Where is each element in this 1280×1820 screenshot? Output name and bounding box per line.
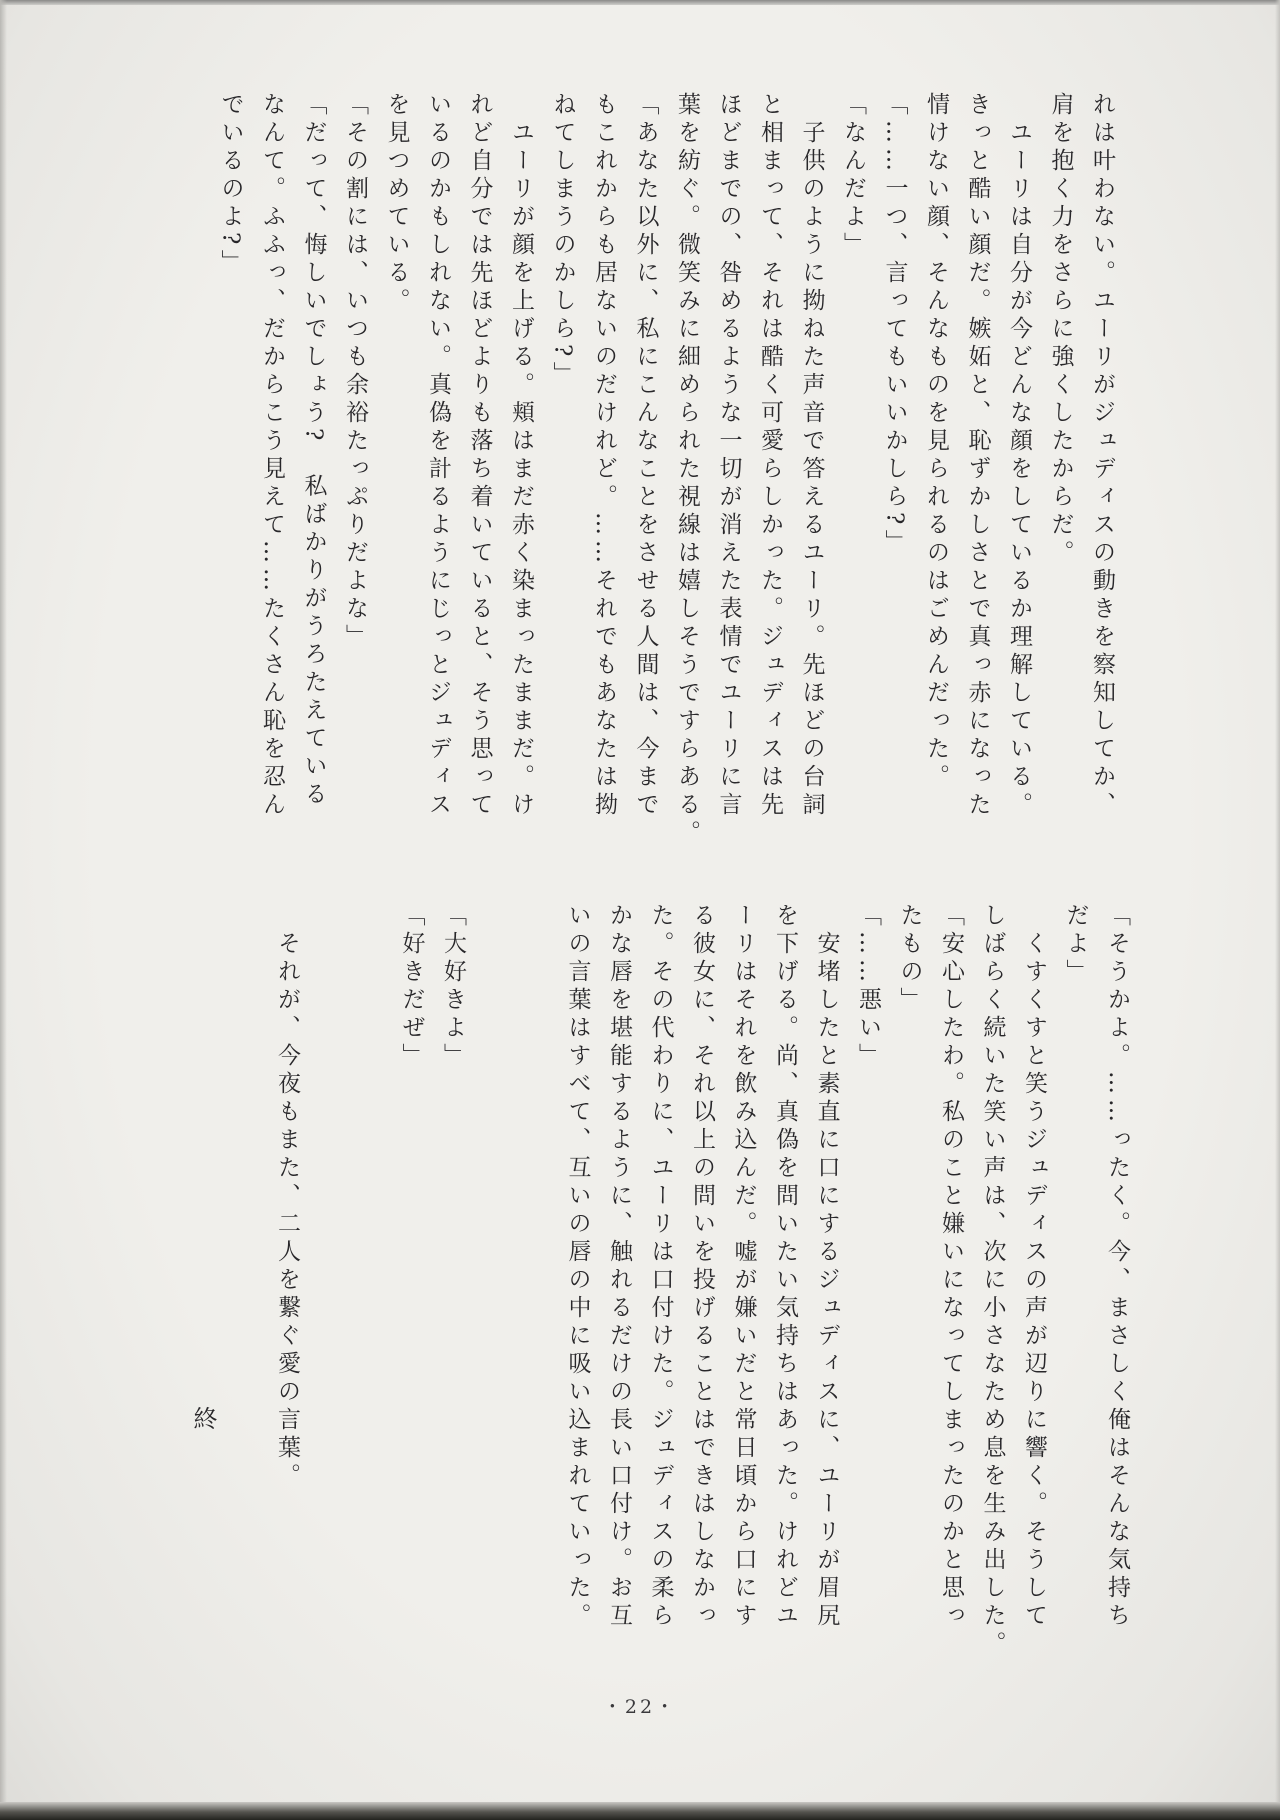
scan-edge-left (0, 0, 7, 1820)
text-line: たもの」 (896, 903, 923, 1015)
text-line: かな唇を堪能するように、触れるだけの長い口付け。お互 (606, 903, 632, 1631)
text-line: 「安心したわ。私のこと嫌いになってしまったのかと思っ (938, 903, 964, 1631)
text-line: を見つめている。 (383, 92, 410, 316)
text-line: る彼女に、それ以上の問いを投げることはできはしなかっ (689, 903, 715, 1631)
text-line: いの言葉はすべて、互いの唇の中に吸い込まれていった。 (564, 903, 591, 1631)
text-line: 「大好きよ」 (440, 903, 466, 1071)
text-line: 「好きだぜ」 (398, 903, 425, 1071)
text-line: 子供のように拗ねた声音で答えるユーリ。先ほどの台詞 (798, 92, 825, 820)
text-line: いるのかもしれない。真偽を計るようにじっとジュディス (425, 92, 451, 820)
text-line: 「……一つ、言ってもいいかしら?」 (881, 92, 908, 558)
text-line: くすくすと笑うジュディスの声が辺りに響く。そうして (1021, 903, 1047, 1631)
scan-edge-right (1275, 0, 1280, 1820)
text-line: ーリはそれを飲み込んだ。嘘が嫌いだと常日頃から口にす (730, 903, 757, 1631)
text-line: ほどまでの、咎めるような一切が消えた表情でユーリに言 (715, 92, 742, 820)
text-line: 安堵したと素直に口にするジュディスに、ユーリが眉尻 (813, 903, 840, 1631)
text-line: 情けない顔、そんなものを見られるのはごめんだった。 (923, 92, 949, 792)
text-line: 「そうかよ。……ったく。今、まさしく俺はそんな気持ち (1104, 903, 1130, 1631)
text-line: れは叶わない。ユーリがジュディスの動きを察知してか、 (1089, 92, 1115, 820)
text-line: でいるのよ?」 (217, 92, 244, 278)
text-line: 葉を紡ぐ。微笑みに細められた視線は嬉しそうですらある。 (674, 92, 700, 848)
text-line: 「なんだよ」 (840, 92, 866, 260)
spacer-line (473, 903, 515, 1695)
text-line: ユーリは自分が今どんな顔をしているか理解している。 (1006, 92, 1032, 820)
text-line: だよ」 (1062, 903, 1089, 987)
scan-edge-bottom (0, 1802, 1280, 1820)
text-line: きっと酷い顔だ。嫉妬と、恥ずかしさとで真っ赤になった (964, 92, 991, 820)
spacer-line (349, 903, 391, 1695)
text-line: しばらく続いた笑い声は、次に小さなため息を生み出した。 (979, 903, 1006, 1659)
spacer-line (307, 903, 349, 1695)
scan-edge-top (0, 0, 1280, 5)
lower-text-block (266, 903, 1138, 1695)
text-line: た。その代わりに、ユーリは口付けた。ジュディスの柔ら (647, 903, 674, 1631)
text-line: れど自分では先ほどよりも落ち着いていると、そう思って (466, 92, 493, 820)
text-line: 「……悪い」 (855, 903, 881, 1071)
end-mark: 終 (189, 1406, 217, 1430)
page-number: ・22・ (602, 1696, 678, 1718)
text-line: それが、今夜もまた、二人を繋ぐ愛の言葉。 (274, 903, 300, 1491)
upper-text-block (209, 92, 1122, 884)
text-line: ユーリが顔を上げる。頬はまだ赤く染まったままだ。け (508, 92, 534, 820)
text-line: ねてしまうのかしら?」 (549, 92, 576, 390)
text-line: と相まって、それは酷く可愛らしかった。ジュディスは先 (757, 92, 783, 820)
text-line: もこれからも居ないのだけれど。……それでもあなたは拗 (591, 92, 617, 820)
text-line: を下げる。尚、真偽を問いたい気持ちはあった。けれどユ (772, 903, 798, 1631)
text-line: なんて。ふふっ、だからこう見えて……たくさん恥を忍ん (259, 92, 285, 820)
text-line: 「あなた以外に、私にこんなことをさせる人間は、今まで (632, 92, 659, 820)
text-line: 「その割には、いつも余裕たっぷりだよな」 (342, 92, 368, 652)
text-line: 「だって、悔しいでしょう? 私ばかりがうろたえている (300, 92, 327, 810)
spacer-line (515, 903, 557, 1695)
text-line: 肩を抱く力をさらに強くしたからだ。 (1047, 92, 1074, 568)
